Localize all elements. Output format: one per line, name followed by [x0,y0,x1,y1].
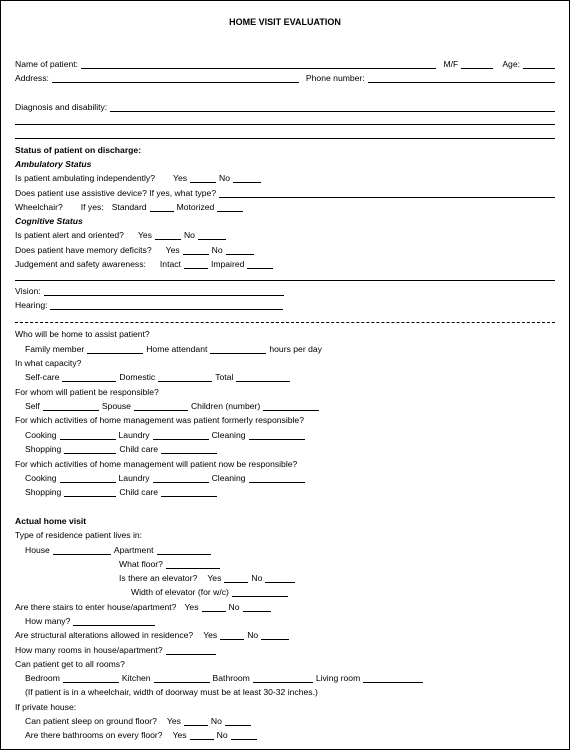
no-label: No [216,730,228,740]
impaired-label: Impaired [210,259,245,269]
rooms-options-row [15,671,555,684]
rooms-question: How many rooms in house/apartment? [15,645,163,655]
cooking-label: Cooking [25,473,57,483]
shopping-label: Shopping [25,444,62,454]
actual-heading-row [15,514,555,527]
residence-question: Type of residence patient lives in: [15,530,143,540]
all-rooms-row [15,657,555,670]
diagnosis-field[interactable] [110,102,555,112]
elevator-yes-field[interactable] [224,573,248,583]
stairs-question: Are there stairs to enter house/apartment? [15,602,177,612]
self-care-field[interactable] [62,372,116,382]
sleep-question: Can patient sleep on ground floor? [25,716,157,726]
diagnosis-row [15,100,555,113]
formerly-options-2 [15,442,555,455]
no-label: No [228,602,240,612]
now-cleaning-field[interactable] [249,473,305,483]
sleep-no-field[interactable] [225,716,251,726]
apartment-field[interactable] [157,545,211,555]
now-row [15,457,555,470]
sleep-row [15,714,555,727]
doorway-note: (If patient is in a wheelchair, width of doorway must be at least 30-32 inches.) [25,687,318,697]
bedroom-label: Bedroom [25,673,60,683]
elevator-row [15,571,555,584]
address-row [15,71,555,84]
wheelchair-label: Wheelchair? [15,202,63,212]
alterations-row [15,628,555,641]
yes-label: Yes [203,630,218,640]
bathrooms-no-field[interactable] [231,730,257,740]
no-label: No [251,573,263,583]
spouse-field[interactable] [134,401,188,411]
intact-field[interactable] [184,259,208,269]
house-field[interactable] [53,545,111,555]
standard-field[interactable] [150,202,174,212]
children-number-field[interactable] [263,401,319,411]
how-many-row [15,614,555,627]
living-room-field[interactable] [363,673,423,683]
domestic-label: Domestic [119,372,156,382]
responsible-question: For whom will patient be responsible? [15,387,159,397]
hearing-field[interactable] [50,300,283,310]
vision-field[interactable] [44,286,284,296]
capacity-row [15,356,555,369]
assistive-row [15,186,555,199]
no-label: No [210,716,222,726]
stairs-no-field[interactable] [243,602,271,612]
how-many-field[interactable] [73,616,155,626]
ambulatory-heading-row [15,157,555,170]
age-label: Age: [502,59,520,69]
name-label: Name of patient: [15,59,79,69]
formerly-options-1 [15,428,555,441]
now-cooking-field[interactable] [60,473,116,483]
dashed-divider [15,322,555,323]
alert-row [15,228,555,241]
no-label: No [247,630,259,640]
now-options-2 [15,485,555,498]
formerly-child-care-field[interactable] [161,444,217,454]
name-row [15,57,555,70]
yes-label: Yes [165,245,180,255]
self-label: Self [25,401,40,411]
now-shopping-field[interactable] [64,487,116,497]
formerly-cleaning-field[interactable] [249,430,305,440]
standard-label: Standard [111,202,147,212]
apartment-label: Apartment [113,545,154,555]
laundry-label: Laundry [118,473,150,483]
section-divider [15,280,555,281]
no-label: No [183,230,195,240]
capacity-question: In what capacity? [15,358,82,368]
self-field[interactable] [43,401,99,411]
bathroom-field[interactable] [253,673,313,683]
now-laundry-field[interactable] [153,473,209,483]
if-yes-label: If yes: [80,202,104,212]
discharge-heading: Status of patient on discharge: [15,145,142,155]
motorized-label: Motorized [176,202,215,212]
responsible-row [15,385,555,398]
ambulatory-heading: Ambulatory Status [15,159,92,169]
alterations-yes-field[interactable] [220,630,244,640]
how-many-label: How many? [25,616,71,626]
cleaning-label: Cleaning [211,473,246,483]
total-field[interactable] [236,372,290,382]
sleep-yes-field[interactable] [184,716,208,726]
rooms-field[interactable] [166,645,216,655]
kitchen-field[interactable] [154,673,210,683]
bathrooms-yes-field[interactable] [190,730,214,740]
bedroom-field[interactable] [63,673,119,683]
name-field[interactable] [81,59,435,69]
now-options-1 [15,471,555,484]
who-home-row [15,327,555,340]
private-house-row [15,700,555,713]
residence-row [15,528,555,541]
bathrooms-question: Are there bathrooms on every floor? [25,730,163,740]
domestic-field[interactable] [158,372,212,382]
what-floor-label: What floor? [119,559,163,569]
memory-row [15,243,555,256]
elevator-width-label: Width of elevator (for w/c) [131,587,229,597]
what-floor-field[interactable] [166,559,220,569]
children-number-label: Children (number) [190,401,261,411]
ambulating-row [15,171,555,184]
yes-label: Yes [173,173,188,183]
yes-label: Yes [207,573,222,583]
laundry-label: Laundry [118,430,150,440]
bathroom-label: Bathroom [212,673,250,683]
responsible-options-row [15,399,555,412]
vision-row [15,284,555,297]
assistive-question: Does patient use assistive device? If yes, what type? [15,188,217,198]
memory-question: Does patient have memory deficits? [15,245,152,255]
capacity-options-row [15,370,555,383]
diagnosis-label: Diagnosis and disability: [15,102,108,112]
address-label: Address: [15,73,49,83]
stairs-yes-field[interactable] [202,602,226,612]
floor-row [15,557,555,570]
cognitive-heading: Cognitive Status [15,216,83,226]
phone-label: Phone number: [305,73,365,83]
stairs-row [15,600,555,613]
age-field[interactable] [523,59,555,69]
house-label: House [25,545,50,555]
diagnosis-line-2[interactable] [15,124,555,125]
assistive-field[interactable] [219,188,555,198]
bathrooms-row [15,728,555,741]
form-title: HOME VISIT EVALUATION [229,17,341,27]
memory-no-field[interactable] [226,245,254,255]
all-rooms-question: Can patient get to all rooms? [15,659,125,669]
ambulating-question: Is patient ambulating independently? [15,173,155,183]
private-house-label: If private house: [15,702,77,712]
judgement-row [15,257,555,270]
family-member-label: Family member [25,344,85,354]
formerly-row [15,413,555,426]
living-room-label: Living room [315,673,361,683]
actual-heading: Actual home visit [15,516,87,526]
formerly-cooking-field[interactable] [60,430,116,440]
now-question: For which activities of home management will patient now be responsible? [15,459,298,469]
home-attendant-field[interactable] [210,344,266,354]
residence-options-row [15,543,555,556]
cleaning-label: Cleaning [211,430,246,440]
no-label: No [219,173,231,183]
wheelchair-row [15,200,555,213]
spouse-label: Spouse [101,401,131,411]
formerly-shopping-field[interactable] [64,444,116,454]
rooms-row [15,643,555,656]
elevator-width-field[interactable] [232,587,288,597]
formerly-question: For which activities of home management was patient formerly responsible? [15,415,304,425]
discharge-heading-row [15,143,555,156]
memory-yes-field[interactable] [183,245,209,255]
impaired-field[interactable] [247,259,273,269]
hearing-row [15,298,555,311]
ambulating-yes-field[interactable] [190,173,216,183]
alterations-no-field[interactable] [261,630,289,640]
child-care-label: Child care [119,487,159,497]
alterations-question: Are structural alterations allowed in residence? [15,630,194,640]
home-attendant-label: Home attendant [146,344,208,354]
hearing-label: Hearing: [15,300,48,310]
doorway-note-row [15,685,555,698]
elevator-no-field[interactable] [265,573,295,583]
kitchen-label: Kitchen [121,673,151,683]
elevator-question: Is there an elevator? [119,573,198,583]
yes-label: Yes [172,730,187,740]
who-home-question: Who will be home to assist patient? [15,329,150,339]
alert-no-field[interactable] [198,230,226,240]
self-care-label: Self-care [25,372,60,382]
yes-label: Yes [166,716,181,726]
address-field[interactable] [52,73,299,83]
yes-label: Yes [184,602,199,612]
judgement-question: Judgement and safety awareness: [15,259,146,269]
motorized-field[interactable] [217,202,243,212]
cooking-label: Cooking [25,430,57,440]
yes-label: Yes [137,230,152,240]
cognitive-heading-row [15,214,555,227]
now-child-care-field[interactable] [161,487,217,497]
alert-yes-field[interactable] [155,230,181,240]
vision-label: Vision: [15,286,41,296]
mf-field[interactable] [461,59,493,69]
assist-row [15,342,555,355]
ambulating-no-field[interactable] [233,173,261,183]
elevator-width-row [15,585,555,598]
intact-label: Intact [159,259,181,269]
no-label: No [211,245,223,255]
alert-question: Is patient alert and oriented? [15,230,124,240]
mf-label: M/F [443,59,459,69]
family-member-field[interactable] [87,344,143,354]
shopping-label: Shopping [25,487,62,497]
hours-per-day-label: hours per day [269,344,322,354]
formerly-laundry-field[interactable] [153,430,209,440]
child-care-label: Child care [119,444,159,454]
total-label: Total [215,372,234,382]
phone-field[interactable] [368,73,555,83]
diagnosis-line-3[interactable] [15,138,555,139]
